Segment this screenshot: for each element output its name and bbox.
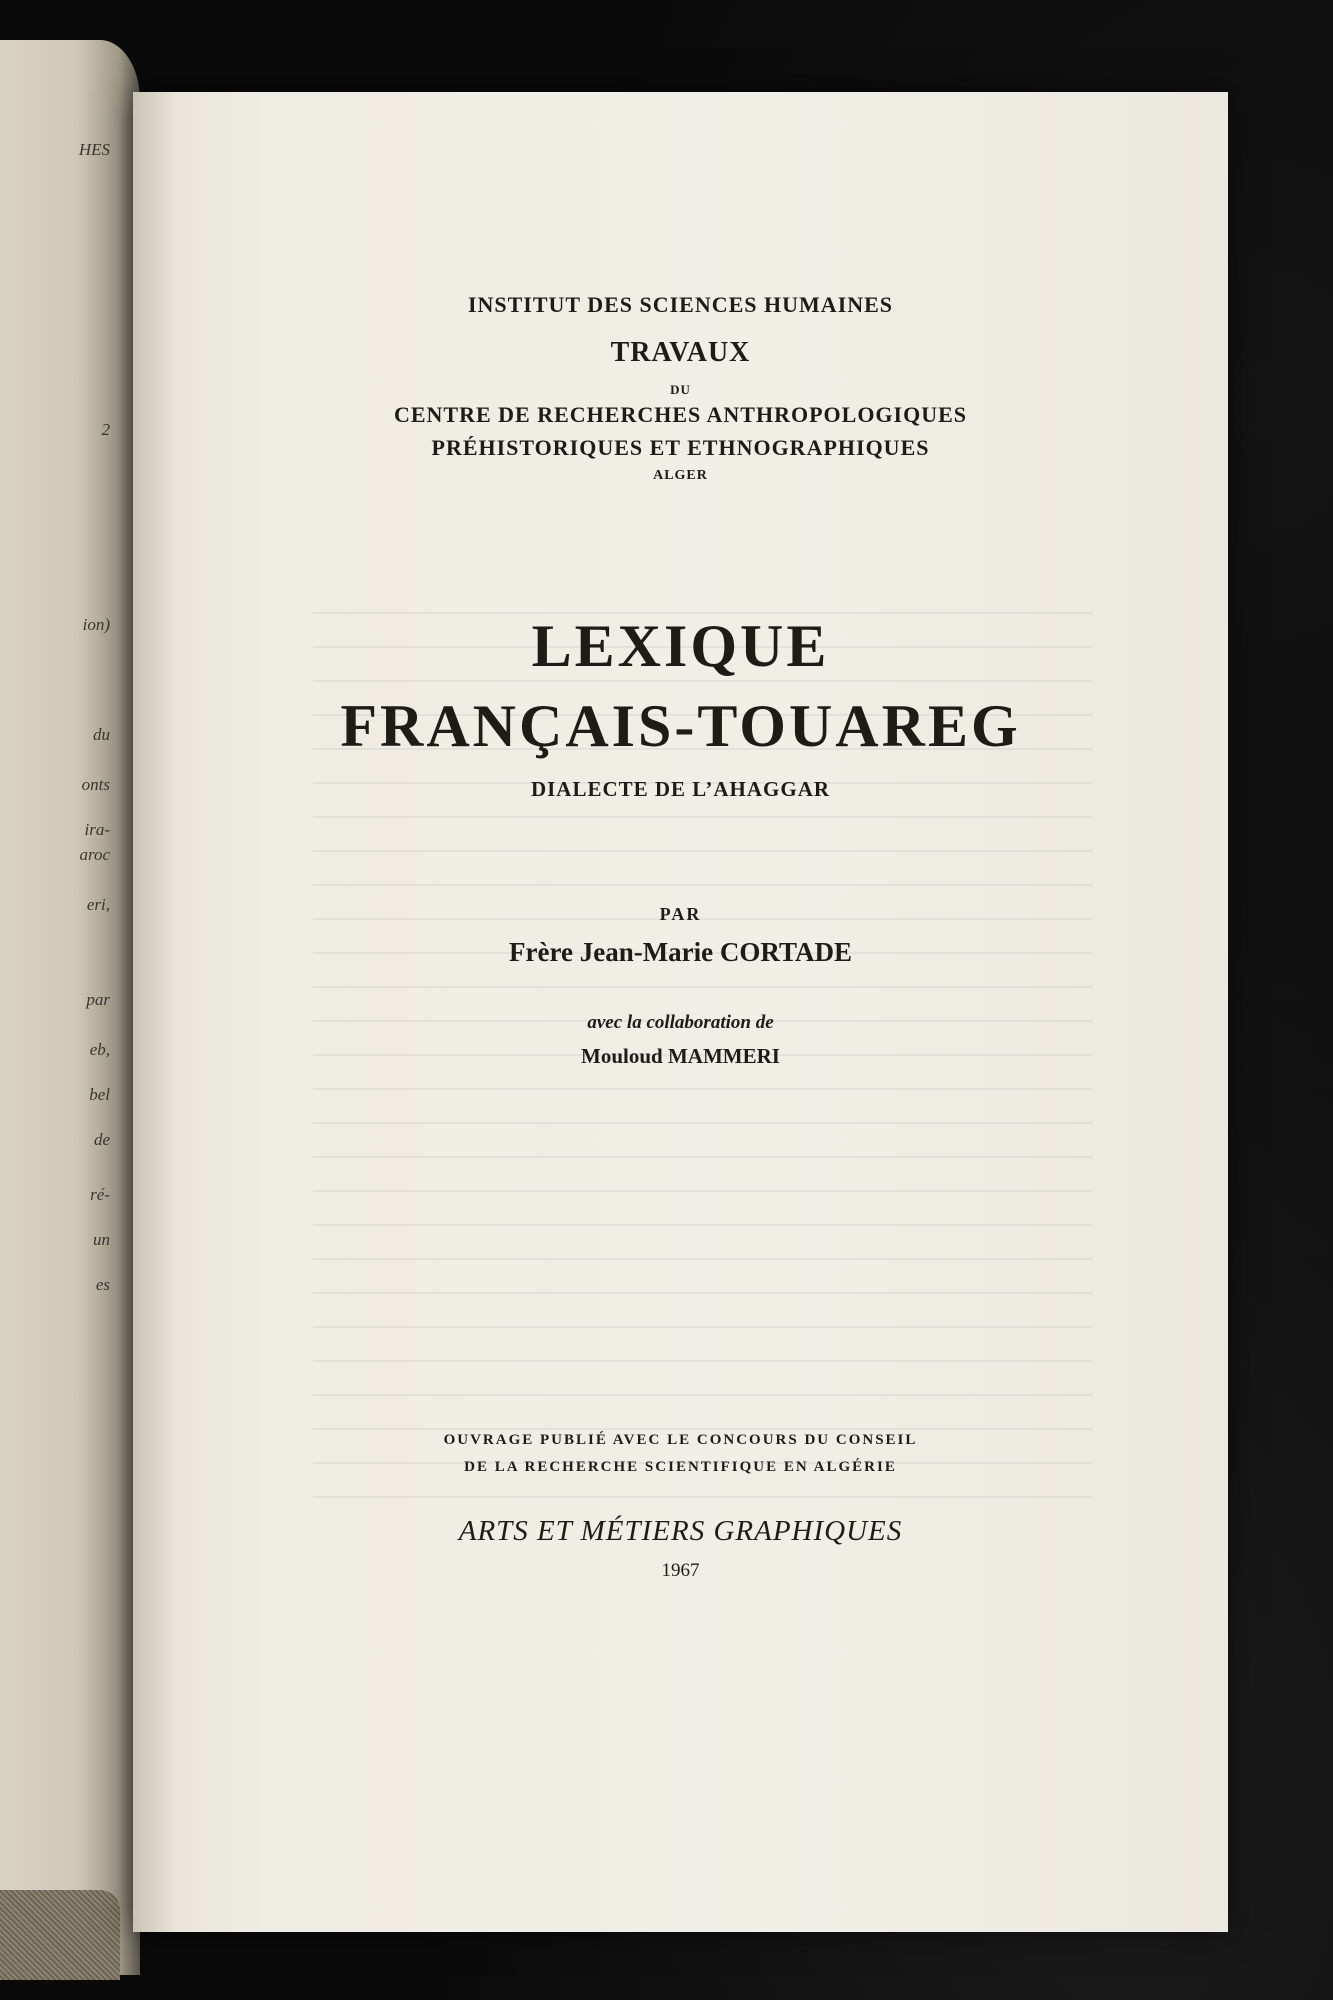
city: ALGER bbox=[653, 468, 708, 483]
title-page-content bbox=[133, 92, 1228, 1932]
book-title-line2: FRANÇAIS-TOUAREG bbox=[340, 693, 1021, 759]
left-page-text-fragment: eri, bbox=[86, 895, 110, 914]
left-page-text-fragment: un bbox=[93, 1230, 110, 1249]
institute-name: INSTITUT DES SCIENCES HUMAINES bbox=[467, 292, 894, 317]
left-page-text-fragment: aroc bbox=[79, 845, 110, 864]
book-title-line1: LEXIQUE bbox=[531, 613, 830, 679]
left-page-text-fragment: de bbox=[93, 1130, 110, 1149]
left-page-text-fragment: bel bbox=[89, 1085, 110, 1104]
book-subtitle: DIALECTE DE L’AHAGGAR bbox=[530, 777, 831, 801]
book-cover-edge bbox=[0, 1890, 120, 1980]
left-page-text-fragment: HES bbox=[78, 140, 110, 159]
left-page-text-fragment: par bbox=[86, 990, 110, 1009]
by-label: PAR bbox=[659, 904, 702, 924]
series-connector: DU bbox=[670, 382, 691, 397]
left-page bbox=[0, 40, 140, 1975]
left-page-text-fragment: ion) bbox=[82, 615, 110, 634]
author-name: Frère Jean-Marie CORTADE bbox=[509, 937, 852, 967]
collaboration-label: avec la collaboration de bbox=[587, 1012, 774, 1033]
left-page-text-fragment: du bbox=[93, 725, 110, 744]
funding-note-line2: DE LA RECHERCHE SCIENTIFIQUE EN ALGÉRIE bbox=[464, 1459, 897, 1475]
publisher-name: ARTS ET MÉTIERS GRAPHIQUES bbox=[458, 1515, 903, 1547]
research-centre-line1: CENTRE DE RECHERCHES ANTHROPOLOGIQUES bbox=[393, 402, 968, 427]
left-page-text-fragment: onts bbox=[81, 775, 110, 794]
title-page bbox=[133, 92, 1228, 1932]
publication-year: 1967 bbox=[661, 1560, 700, 1581]
left-page-text-fragment: 2 bbox=[101, 420, 110, 439]
left-page-text-fragment: ré- bbox=[90, 1185, 110, 1204]
left-page-text-fragment: eb, bbox=[89, 1040, 110, 1059]
collaborator-name: Mouloud MAMMERI bbox=[581, 1044, 780, 1068]
research-centre-line2: PRÉHISTORIQUES ET ETHNOGRAPHIQUES bbox=[431, 435, 930, 460]
left-page-text-fragment: ira- bbox=[84, 820, 110, 839]
funding-note-line1: OUVRAGE PUBLIÉ AVEC LE CONCOURS DU CONSEIL bbox=[443, 1432, 918, 1448]
left-page-text-fragment: es bbox=[95, 1275, 110, 1294]
series-title: TRAVAUX bbox=[610, 337, 751, 368]
